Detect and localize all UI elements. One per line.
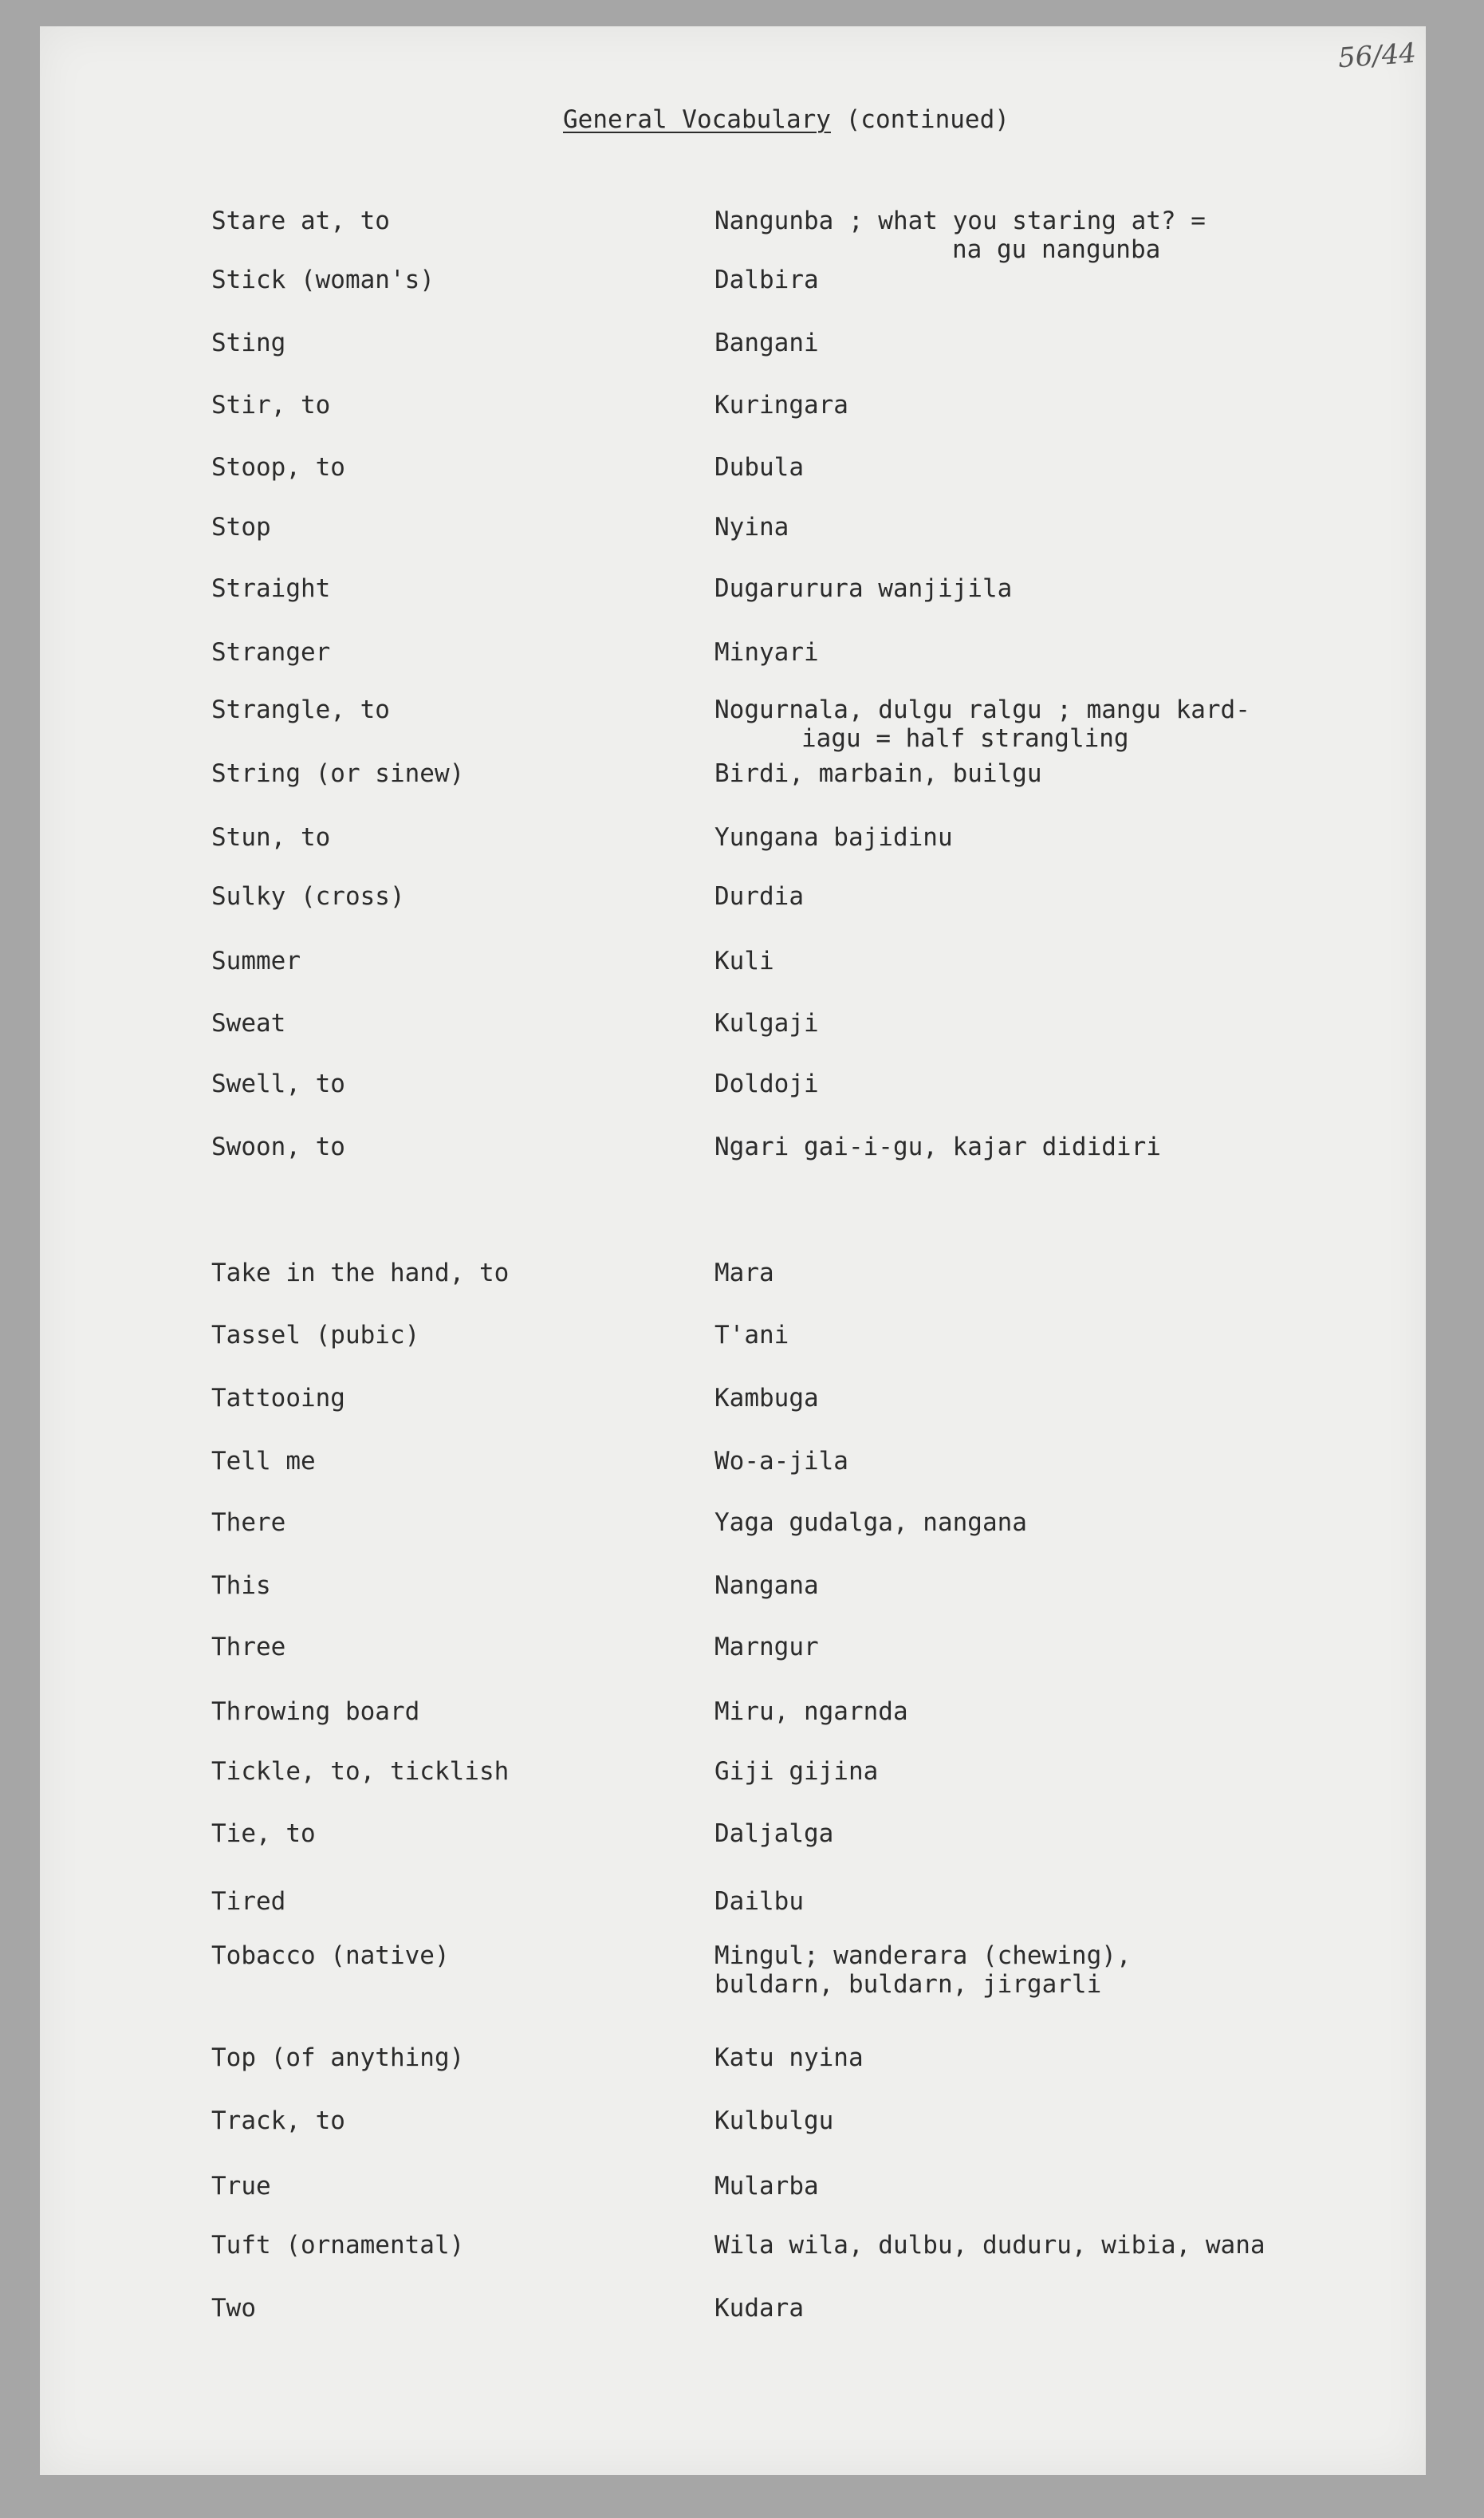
vocabulary-term: Sting xyxy=(211,329,286,357)
vocabulary-term: Tassel (pubic) xyxy=(211,1321,420,1350)
vocabulary-term: Tobacco (native) xyxy=(211,1941,450,1970)
vocabulary-term: Tattooing xyxy=(211,1384,345,1413)
vocabulary-term: Stare at, to xyxy=(211,207,390,235)
vocabulary-definition-continued: na gu nangunba xyxy=(952,235,1161,264)
vocabulary-definition: Bangani xyxy=(714,329,819,357)
vocabulary-term: Track, to xyxy=(211,2106,345,2135)
vocabulary-definition: Yungana bajidinu xyxy=(714,823,953,852)
vocabulary-term: Take in the hand, to xyxy=(211,1259,510,1287)
vocabulary-term: Tie, to xyxy=(211,1819,316,1848)
vocabulary-definition: Kambuga xyxy=(714,1384,819,1413)
vocabulary-term: Stoop, to xyxy=(211,453,345,482)
vocabulary-definition: Nangana xyxy=(714,1571,819,1600)
vocabulary-definition: Kulgaji xyxy=(714,1009,819,1038)
vocabulary-term: Tell me xyxy=(211,1447,316,1476)
vocabulary-definition: Kudara xyxy=(714,2294,804,2323)
vocabulary-term: Summer xyxy=(211,947,301,975)
vocabulary-definition: Mara xyxy=(714,1259,774,1287)
vocabulary-definition: Kulbulgu xyxy=(714,2106,834,2135)
vocabulary-term: Stun, to xyxy=(211,823,331,852)
vocabulary-definition: Miru, ngarnda xyxy=(714,1697,908,1726)
vocabulary-definition: Kuli xyxy=(714,947,774,975)
vocabulary-term: Throwing board xyxy=(211,1697,420,1726)
vocabulary-definition: Doldoji xyxy=(714,1070,819,1098)
page-number: 56/44 xyxy=(1336,37,1418,75)
vocabulary-definition: Kuringara xyxy=(714,391,848,420)
vocabulary-term: Strangle, to xyxy=(211,696,390,724)
vocabulary-definition: Birdi, marbain, builgu xyxy=(714,759,1042,788)
vocabulary-definition-continued: buldarn, buldarn, jirgarli xyxy=(714,1970,1102,1999)
vocabulary-definition-continued: iagu = half strangling xyxy=(801,724,1129,753)
vocabulary-term: Tired xyxy=(211,1887,286,1916)
vocabulary-term: Swell, to xyxy=(211,1070,345,1098)
vocabulary-term: Three xyxy=(211,1633,286,1661)
vocabulary-term: There xyxy=(211,1508,286,1537)
vocabulary-term: Tickle, to, ticklish xyxy=(211,1757,510,1786)
vocabulary-definition: Dubula xyxy=(714,453,804,482)
vocabulary-term: Swoon, to xyxy=(211,1133,345,1161)
vocabulary-term: Sulky (cross) xyxy=(211,882,405,911)
vocabulary-term: Straight xyxy=(211,574,331,603)
vocabulary-term: Stranger xyxy=(211,638,331,667)
vocabulary-term: This xyxy=(211,1571,271,1600)
vocabulary-definition: Wo-a-jila xyxy=(714,1447,848,1476)
vocabulary-definition: Minyari xyxy=(714,638,819,667)
vocabulary-definition: T'ani xyxy=(714,1321,789,1350)
vocabulary-definition: Nyina xyxy=(714,513,789,542)
vocabulary-definition: Giji gijina xyxy=(714,1757,879,1786)
vocabulary-definition: Nogurnala, dulgu ralgu ; mangu kard- xyxy=(714,696,1250,724)
vocabulary-definition: Durdia xyxy=(714,882,804,911)
page-title-main: General Vocabulary xyxy=(563,105,831,134)
vocabulary-definition: Dailbu xyxy=(714,1887,804,1916)
vocabulary-term: Two xyxy=(211,2294,256,2323)
vocabulary-definition: Ngari gai-i-gu, kajar dididiri xyxy=(714,1133,1161,1161)
vocabulary-definition: Dalbira xyxy=(714,266,819,294)
vocabulary-term: Top (of anything) xyxy=(211,2043,465,2072)
vocabulary-term: Stop xyxy=(211,513,271,542)
vocabulary-term: True xyxy=(211,2172,271,2201)
vocabulary-term: String (or sinew) xyxy=(211,759,465,788)
vocabulary-term: Sweat xyxy=(211,1009,286,1038)
vocabulary-definition: Wila wila, dulbu, duduru, wibia, wana xyxy=(714,2231,1266,2260)
vocabulary-term: Tuft (ornamental) xyxy=(211,2231,465,2260)
vocabulary-definition: Mularba xyxy=(714,2172,819,2201)
vocabulary-definition: Yaga gudalga, nangana xyxy=(714,1508,1027,1537)
vocabulary-definition: Dugarurura wanjijila xyxy=(714,574,1013,603)
vocabulary-definition: Mingul; wanderara (chewing), xyxy=(714,1941,1132,1970)
vocabulary-definition: Marngur xyxy=(714,1633,819,1661)
vocabulary-definition: Katu nyina xyxy=(714,2043,864,2072)
page-title xyxy=(563,105,1010,134)
vocabulary-definition: Nangunba ; what you staring at? = xyxy=(714,207,1206,235)
page-title-suffix: (continued) xyxy=(830,105,1010,134)
vocabulary-definition: Daljalga xyxy=(714,1819,834,1848)
vocabulary-term: Stick (woman's) xyxy=(211,266,435,294)
vocabulary-term: Stir, to xyxy=(211,391,331,420)
